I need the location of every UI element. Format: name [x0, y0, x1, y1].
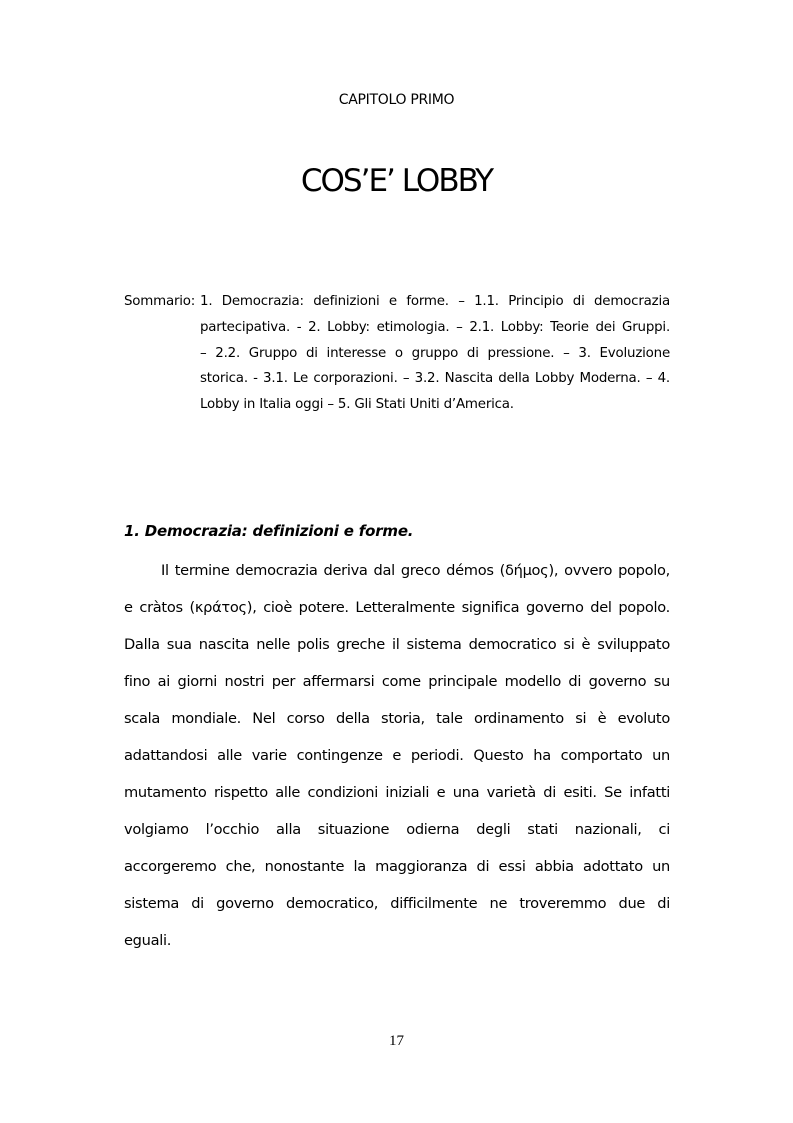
- summary-line: Lobby in Italia oggi – 5. Gli Stati Uniti d’America.: [200, 397, 514, 413]
- summary-label: Sommario:: [124, 294, 196, 309]
- summary-line: partecipativa. - 2. Lobby: etimologia. – 2.1. Lobby: Teorie dei Gruppi.: [200, 319, 670, 335]
- section-heading: 1. Democrazia: definizioni e forme.: [124, 522, 414, 540]
- body-line: e cràtos (κράτος), cioè potere. Letteralmente significa governo del popolo.: [124, 599, 670, 616]
- chapter-title: COS’E’ LOBBY: [300, 162, 493, 199]
- page-number: 17: [389, 1033, 404, 1049]
- chapter-label: CAPITOLO PRIMO: [338, 92, 455, 108]
- body-line: volgiamo l’occhio alla situazione odierna degli stati nazionali, ci: [124, 821, 670, 838]
- body-line: mutamento rispetto alle condizioni iniziali e una varietà di esiti. Se infatti: [124, 784, 670, 801]
- section-body: [124, 558, 670, 965]
- summary-line: 1. Democrazia: definizioni e forme. – 1.1. Principio di democrazia: [200, 294, 670, 309]
- body-line: fino ai giorni nostri per affermarsi come principale modello di governo su: [124, 673, 670, 690]
- body-line: Il termine democrazia deriva dal greco démos (δήμος), ovvero popolo,: [161, 562, 670, 579]
- body-line: adattandosi alle varie contingenze e periodi. Questo ha comportato un: [124, 747, 670, 764]
- body-line: Dalla sua nascita nelle polis greche il sistema democratico si è sviluppato: [124, 636, 670, 653]
- body-line: eguali.: [124, 932, 172, 949]
- body-line: accorgeremo che, nonostante la maggioranza di essi abbia adottato un: [124, 858, 670, 875]
- body-line: scala mondiale. Nel corso della storia, tale ordinamento si è evoluto: [124, 710, 670, 727]
- body-line: sistema di governo democratico, difficilmente ne troveremmo due di: [124, 895, 670, 912]
- summary-line: storica. - 3.1. Le corporazioni. – 3.2. Nascita della Lobby Moderna. – 4.: [200, 371, 670, 387]
- summary-text: [200, 289, 670, 418]
- summary-line: – 2.2. Gruppo di interesse o gruppo di pressione. – 3. Evoluzione: [200, 345, 670, 361]
